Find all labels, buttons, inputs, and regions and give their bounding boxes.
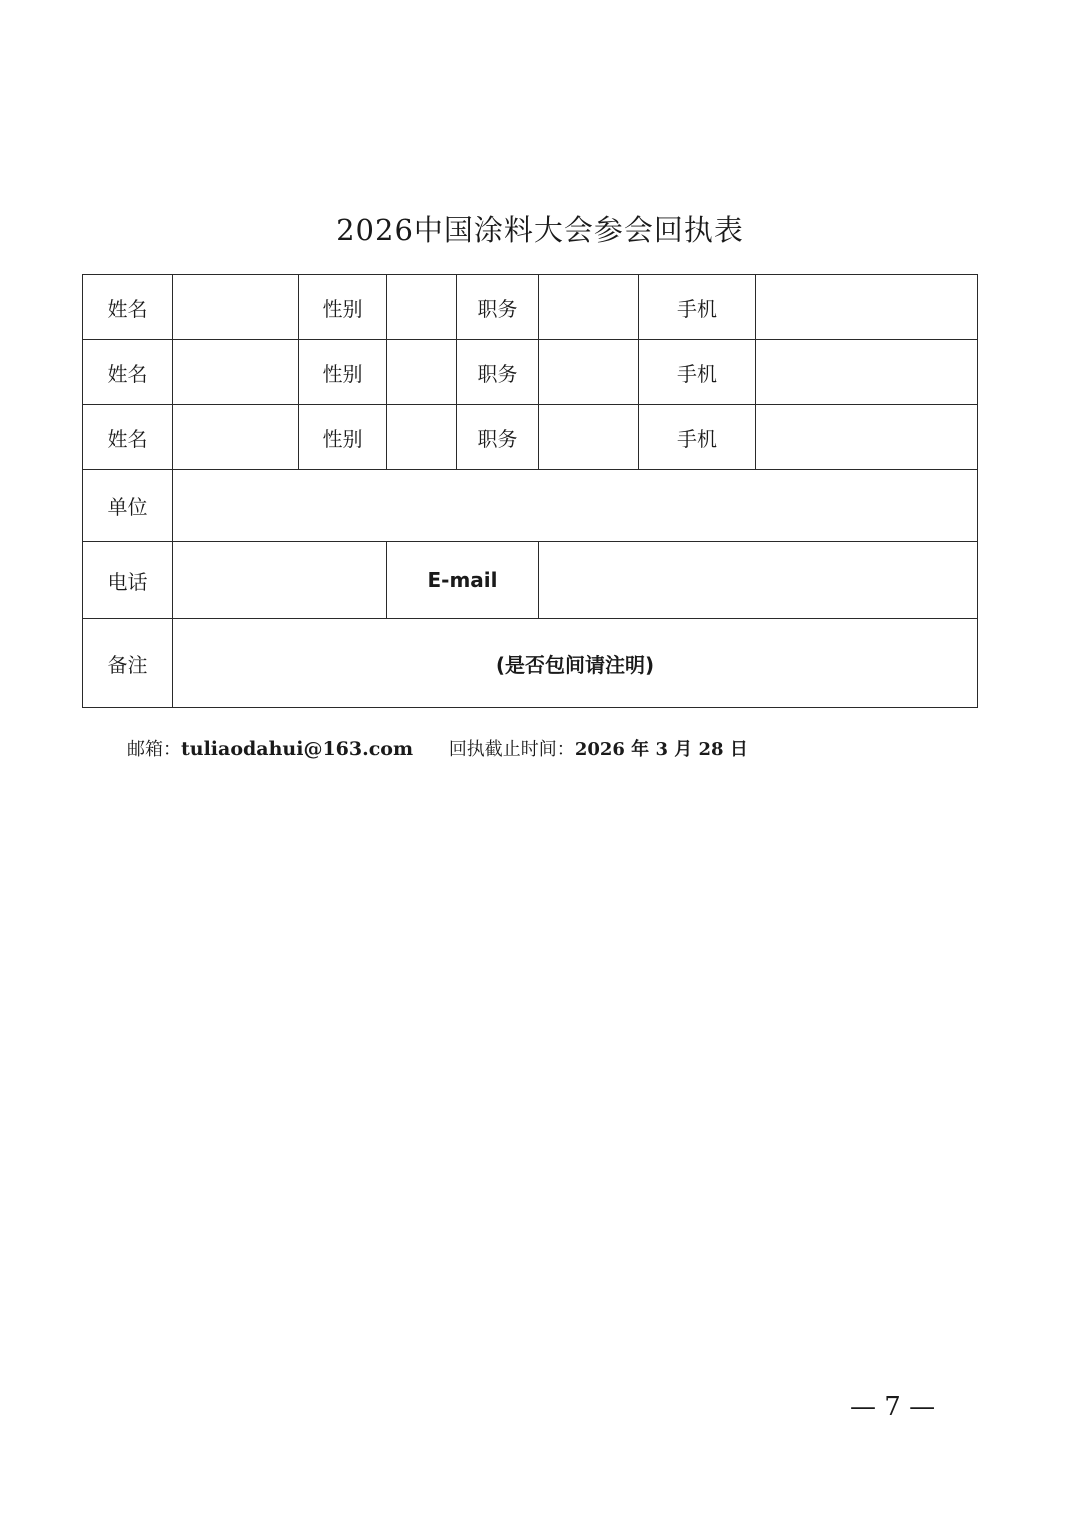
name-field[interactable] <box>173 405 299 470</box>
gender-field[interactable] <box>387 275 457 340</box>
phone-field[interactable] <box>173 542 387 619</box>
page-title: 2026中国涂料大会参会回执表 <box>336 213 744 247</box>
gender-label: 性别 <box>299 340 387 405</box>
position-field[interactable] <box>539 275 639 340</box>
gender-label: 性别 <box>299 405 387 470</box>
name-field[interactable] <box>173 275 299 340</box>
email-field[interactable] <box>539 542 978 619</box>
mobile-field[interactable] <box>756 275 978 340</box>
position-label: 职务 <box>457 340 539 405</box>
attendee-row-1 <box>83 275 978 340</box>
position-field[interactable] <box>539 340 639 405</box>
remark-row <box>83 619 978 708</box>
mobile-label: 手机 <box>639 405 756 470</box>
name-label: 姓名 <box>83 405 173 470</box>
registration-form-table <box>82 274 978 708</box>
unit-row <box>83 470 978 542</box>
remark-label: 备注 <box>83 619 173 708</box>
attendee-row-2 <box>83 340 978 405</box>
page-number: — 7 — <box>850 1392 936 1422</box>
footer-info <box>127 735 748 761</box>
email-label: E-mail <box>387 542 539 619</box>
gender-label: 性别 <box>299 275 387 340</box>
remark-field[interactable]: (是否包间请注明) <box>173 619 978 708</box>
deadline-value: 2026 年 3 月 28 日 <box>574 739 748 760</box>
mobile-label: 手机 <box>639 275 756 340</box>
mobile-label: 手机 <box>639 340 756 405</box>
name-label: 姓名 <box>83 275 173 340</box>
unit-field[interactable] <box>173 470 978 542</box>
mailbox-link[interactable]: tuliaodahui@163.com <box>181 738 414 760</box>
name-field[interactable] <box>173 340 299 405</box>
attendee-row-3 <box>83 405 978 470</box>
deadline-label: 回执截止时间： <box>448 739 575 760</box>
phone-label: 电话 <box>83 542 173 619</box>
position-label: 职务 <box>457 275 539 340</box>
position-field[interactable] <box>539 405 639 470</box>
mobile-field[interactable] <box>756 405 978 470</box>
unit-label: 单位 <box>83 470 173 542</box>
gender-field[interactable] <box>387 405 457 470</box>
phone-row <box>83 542 978 619</box>
mobile-field[interactable] <box>756 340 978 405</box>
name-label: 姓名 <box>83 340 173 405</box>
gender-field[interactable] <box>387 340 457 405</box>
position-label: 职务 <box>457 405 539 470</box>
mailbox-label: 邮箱： <box>127 739 181 760</box>
